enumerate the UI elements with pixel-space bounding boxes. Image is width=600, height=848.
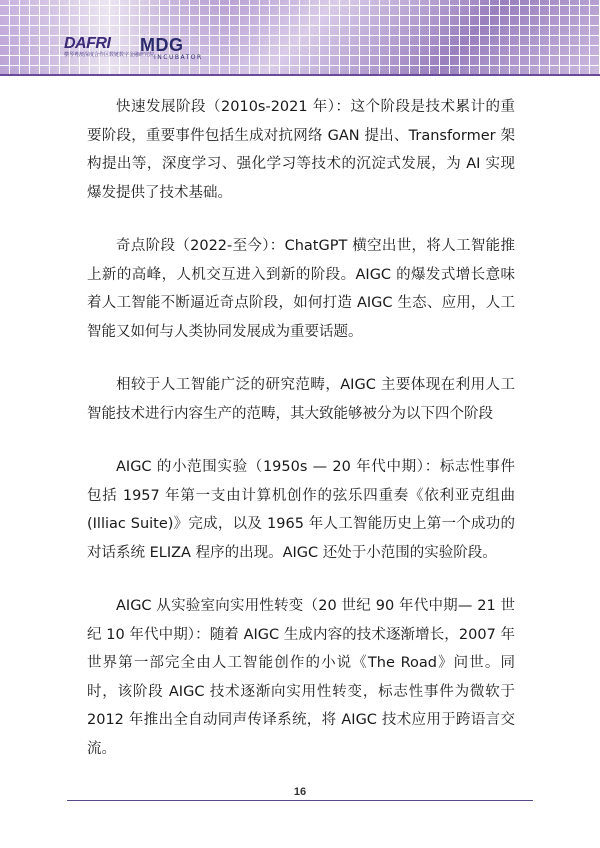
dafri-logo-text: DAFRI <box>64 35 111 52</box>
header-divider <box>0 74 600 76</box>
paragraph-rapid-development: 快速发展阶段（2010s-2021 年）：这个阶段是技术累计的重要阶段，重要事件包括生成对抗网络 GAN 提出、Transformer 架构提出等，深度学习、强化学习等技术的沉淀式发展，为 AI 实现爆发提供了技术基础。 <box>87 99 515 201</box>
paragraph-small-scale-experiment: AIGC 的小范围实验（1950s — 20 年代中期）：标志性事件包括 1957 年第一支由计算机创作的弦乐四重奏《依利亚克组曲(Illiac Suite)》完成，以及 1965 年人工智能历史上第一个成功的对话系统 ELIZA 程序的出现。AIGC 还处于小范围的实验阶段。 <box>87 459 515 561</box>
paragraph-singularity-stage: 奇点阶段（2022-至今）：ChatGPT 横空出世，将人工智能推上新的高峰，人机交互进入到新的阶段。AIGC 的爆发式增长意味着人工智能不断逼近奇点阶段，如何打造 AIGC 生态、应用，人工智能又如何与人类协同发展成为重要话题。 <box>87 238 515 340</box>
mdg-logo-text: MDG <box>140 35 184 55</box>
document-body <box>87 93 515 788</box>
dafri-logo <box>64 35 155 62</box>
paragraph-aigc-scope: 相较于人工智能广泛的研究范畴，AIGC 主要体现在利用人工智能技术进行内容生产的范畴，其大致能够被分为以下四个阶段 <box>87 377 515 422</box>
mdg-logo-subtitle: INCUBATOR <box>154 54 203 61</box>
paragraph-lab-to-practical: AIGC 从实验室向实用性转变（20 世纪 90 年代中期— 21 世纪 10 年代中期）：随着 AIGC 生成内容的技术逐渐增长，2007 年世界第一部完全由人工智能创作的小说《The Road》问世。同时，该阶段 AIGC 技术逐渐向实用性转变，标志性事件为微软于 2012 年推出全自动同声传译系统，将 AIGC 技术应用于跨语言交流。 <box>87 598 515 757</box>
page-number: 16 <box>293 786 307 798</box>
mdg-incubator-logo <box>140 36 220 64</box>
footer-divider <box>67 800 533 801</box>
dafri-logo-subtitle: 横琴粤澳深度合作区数链数字金融研究院 <box>64 52 155 58</box>
